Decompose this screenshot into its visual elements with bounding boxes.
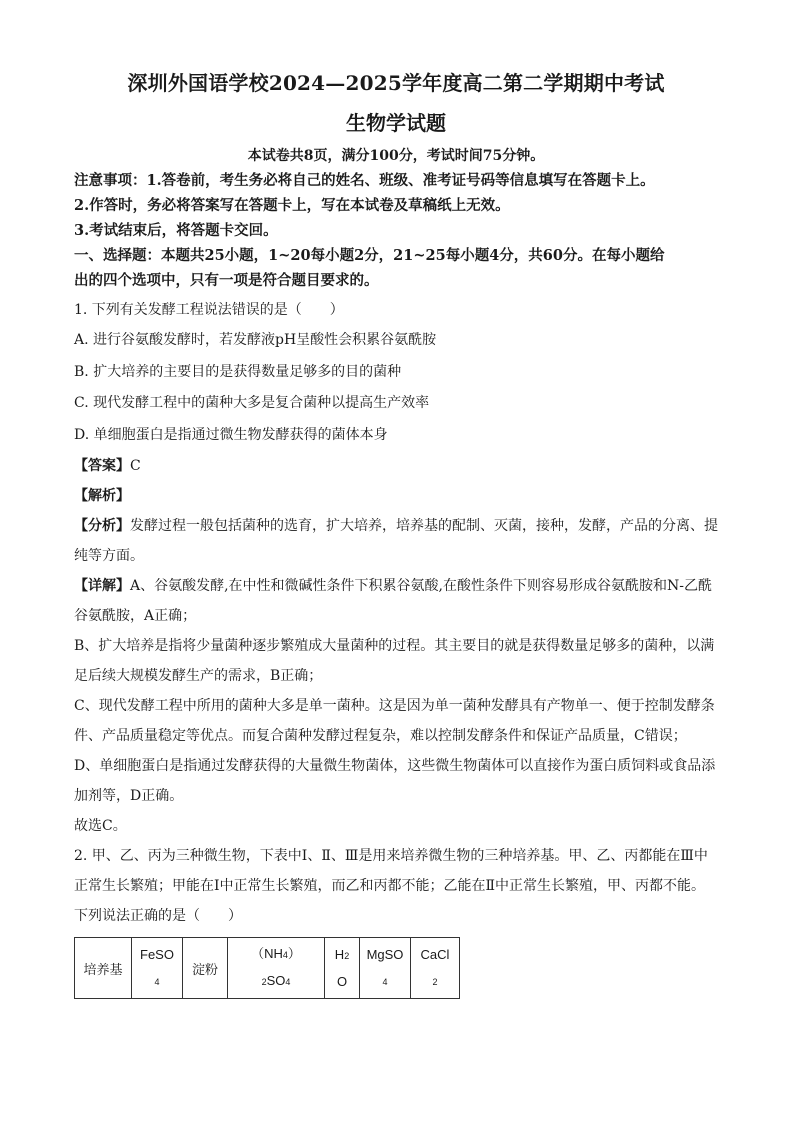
section-heading-1: 一、选择题：本题共25小题，1~20每小题2分，21~25每小题4分，共60分。在每小题给: [74, 247, 665, 264]
jiexi-tag: 【解析】: [74, 488, 130, 504]
xiangjie-line-7: D、单细胞蛋白是指通过发酵获得的大量微生物菌体，这些微生物菌体可以直接作为蛋白质饲料或食品添: [74, 758, 716, 774]
xiangjie-line-9: 故选C。: [74, 818, 127, 834]
exam-title: 深圳外国语学校2024—2025学年度高二第二学期期中考试: [127, 71, 665, 95]
xiangjie-line-3: B、扩大培养是指将少量菌种逐步繁殖成大量菌种的过程。其主要目的就是获得数量足够多的菌种，以满: [74, 638, 715, 654]
fenxi-tag: 【分析】: [74, 518, 130, 534]
fenxi-text-1: 发酵过程一般包括菌种的选育，扩大培养，培养基的配制、灭菌，接种，发酵，产品的分离、提: [130, 518, 718, 534]
answer-line: [74, 451, 718, 481]
xiangjie-line-4: 足后续大规模发酵生产的需求，B正确；: [74, 668, 323, 684]
question-1-option-a: A. 进行谷氨酸发酵时，若发酵液pH呈酸性会积累谷氨酰胺: [74, 332, 437, 348]
exam-subject: 生物学试题: [346, 111, 446, 135]
question-2-stem-1: 2. 甲、乙、丙为三种微生物，下表中Ⅰ、Ⅱ、Ⅲ是用来培养微生物的三种培养基。甲、乙、丙都能在Ⅲ中: [74, 848, 708, 864]
xiangjie-text-1: A、谷氨酸发酵,在中性和微碱性条件下积累谷氨酸,在酸性条件下则容易形成谷氨酰胺和N-乙酰: [130, 578, 712, 594]
question-1-stem: 1. 下列有关发酵工程说法错误的是（ ）: [74, 302, 344, 318]
xiangjie-line-1: [74, 571, 718, 601]
question-1-option-d: D. 单细胞蛋白是指通过微生物发酵获得的菌体本身: [74, 426, 388, 443]
xiangjie-line-8: 加剂等，D正确。: [74, 788, 184, 804]
question-1-option-c: C. 现代发酵工程中的菌种大多是复合菌种以提高生产效率: [74, 395, 430, 411]
exam-meta: 本试卷共8页，满分100分，考试时间75分钟。: [247, 148, 545, 164]
table-header-ammonium-sulfate: （NH4） 2SO4: [228, 938, 325, 999]
table-header-mgso4: MgSO 4: [360, 938, 411, 999]
section-heading-2: 出的四个选项中，只有一项是符合题目要求的。: [74, 272, 379, 289]
answer-tag: 【答案】: [74, 458, 130, 474]
xiangjie-tag: 【详解】: [74, 578, 130, 594]
question-2-stem-3: 下列说法正确的是（ ）: [74, 908, 242, 924]
question-2-stem-2: 正常生长繁殖；甲能在Ⅰ中正常生长繁殖，而乙和丙都不能；乙能在Ⅱ中正常生长繁殖，甲、丙都不能。: [74, 878, 706, 894]
notes-line-2: 2.作答时，务必将答案写在答题卡上，写在本试卷及草稿纸上无效。: [74, 197, 510, 214]
xiangjie-line-6: 件、产品质量稳定等优点。而复合菌种发酵过程复杂，难以控制发酵条件和保证产品质量，C错误；: [74, 728, 687, 744]
question-1-option-b: B. 扩大培养的主要目的是获得数量足够多的目的菌种: [74, 363, 402, 380]
answer-value: C: [130, 458, 141, 474]
table-row: [75, 938, 460, 999]
notes-line-1: 注意事项：1.答卷前，考生务必将自己的姓名、班级、准考证号码等信息填写在答题卡上。: [74, 172, 655, 189]
fenxi-line-1: [74, 511, 718, 541]
table-header-medium: 培养基: [75, 938, 132, 999]
notes-line-3: 3.考试结束后，将答题卡交回。: [74, 222, 278, 239]
fenxi-line-2: 纯等方面。: [74, 548, 144, 564]
xiangjie-line-2: 谷氨酰胺，A正确；: [74, 608, 197, 624]
table-header-water: H2 O: [325, 938, 360, 999]
table-header-starch: 淀粉: [183, 938, 228, 999]
xiangjie-line-5: C、现代发酵工程中所用的菌种大多是单一菌种。这是因为单一菌种发酵具有产物单一、便于控制发酵条: [74, 698, 715, 714]
medium-table: [74, 937, 460, 999]
table-header-cacl2: CaCl 2: [411, 938, 460, 999]
table-header-feso4: FeSO 4: [132, 938, 183, 999]
